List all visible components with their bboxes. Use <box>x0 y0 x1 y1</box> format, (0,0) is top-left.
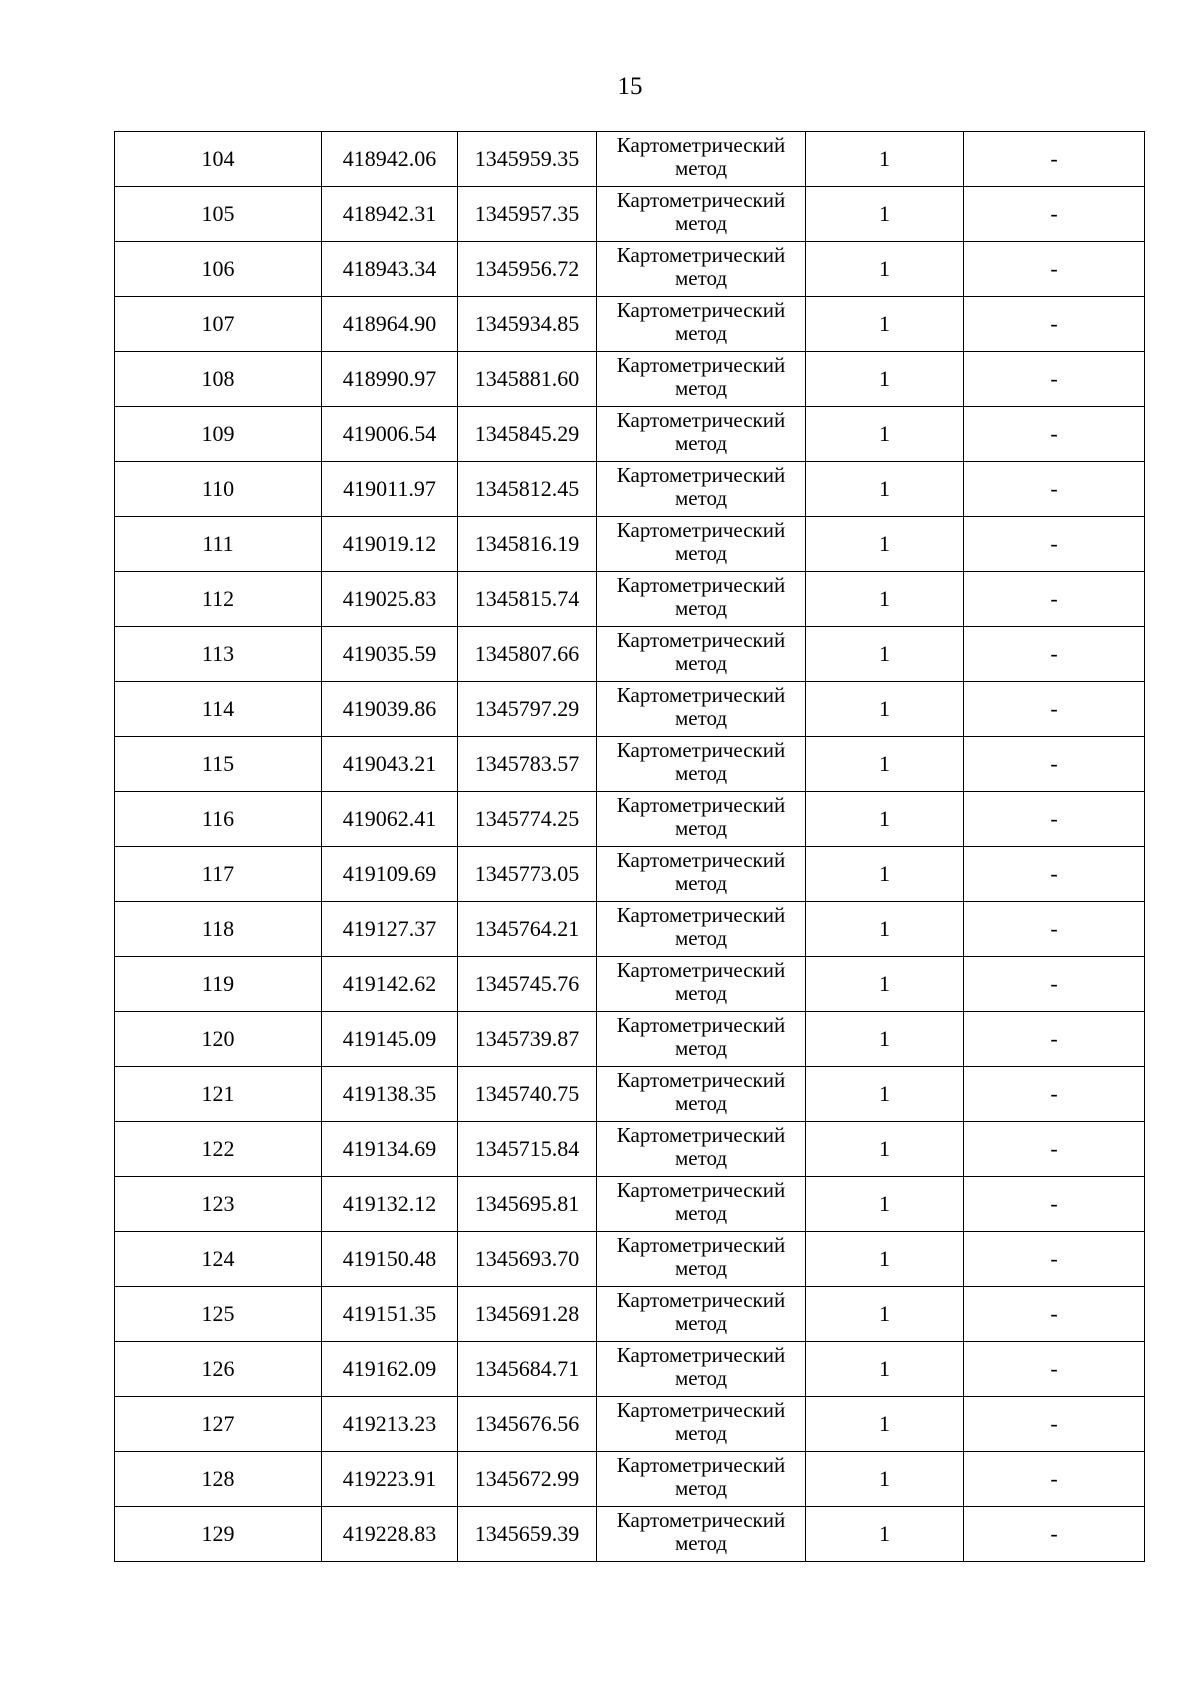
method-line-2: метод <box>674 816 728 840</box>
method-line-2: метод <box>674 1036 728 1060</box>
method-line-2: метод <box>674 431 728 455</box>
table-row <box>115 242 1145 297</box>
point-number-cell: 121 <box>115 1067 322 1122</box>
accuracy-cell: 1 <box>806 737 964 792</box>
method-line-2: метод <box>674 706 728 730</box>
point-number-cell: 113 <box>115 627 322 682</box>
description-cell: - <box>964 352 1145 407</box>
accuracy-cell: 1 <box>806 187 964 242</box>
x-coordinate-cell: 419025.83 <box>322 572 458 627</box>
x-coordinate-cell: 419213.23 <box>322 1397 458 1452</box>
method-line-1: Картометрический <box>616 133 786 157</box>
table-row <box>115 682 1145 737</box>
description-cell: - <box>964 1067 1145 1122</box>
accuracy-cell: 1 <box>806 1452 964 1507</box>
method-line-2: метод <box>674 871 728 895</box>
method-line-1: Картометрический <box>616 463 786 487</box>
method-line-1: Картометрический <box>616 1453 786 1477</box>
method-line-2: метод <box>674 1476 728 1500</box>
accuracy-cell: 1 <box>806 682 964 737</box>
description-cell: - <box>964 1452 1145 1507</box>
method-line-2: метод <box>674 1531 728 1555</box>
x-coordinate-cell: 419162.09 <box>322 1342 458 1397</box>
point-number-cell: 109 <box>115 407 322 462</box>
method-line-1: Картометрический <box>616 298 786 322</box>
point-number-cell: 105 <box>115 187 322 242</box>
x-coordinate-cell: 418942.06 <box>322 132 458 187</box>
method-cell <box>597 1177 806 1232</box>
page-number: 15 <box>617 73 643 100</box>
point-number-cell: 117 <box>115 847 322 902</box>
y-coordinate-cell: 1345659.39 <box>458 1507 597 1562</box>
x-coordinate-cell: 418942.31 <box>322 187 458 242</box>
coordinates-table <box>114 131 1145 1562</box>
method-line-2: метод <box>674 541 728 565</box>
x-coordinate-cell: 419039.86 <box>322 682 458 737</box>
method-line-1: Картометрический <box>616 793 786 817</box>
description-cell: - <box>964 792 1145 847</box>
y-coordinate-cell: 1345740.75 <box>458 1067 597 1122</box>
accuracy-cell: 1 <box>806 1177 964 1232</box>
table-row <box>115 572 1145 627</box>
table-row <box>115 627 1145 682</box>
y-coordinate-cell: 1345773.05 <box>458 847 597 902</box>
method-line-1: Картометрический <box>616 628 786 652</box>
method-line-1: Картометрический <box>616 1288 786 1312</box>
x-coordinate-cell: 419228.83 <box>322 1507 458 1562</box>
x-coordinate-cell: 418943.34 <box>322 242 458 297</box>
accuracy-cell: 1 <box>806 1507 964 1562</box>
table-row <box>115 792 1145 847</box>
point-number-cell: 104 <box>115 132 322 187</box>
accuracy-cell: 1 <box>806 352 964 407</box>
description-cell: - <box>964 627 1145 682</box>
method-line-2: метод <box>674 651 728 675</box>
method-line-2: метод <box>674 596 728 620</box>
x-coordinate-cell: 419127.37 <box>322 902 458 957</box>
table-row <box>115 902 1145 957</box>
table-row <box>115 737 1145 792</box>
method-line-1: Картометрический <box>616 1343 786 1367</box>
method-cell <box>597 572 806 627</box>
accuracy-cell: 1 <box>806 1397 964 1452</box>
accuracy-cell: 1 <box>806 847 964 902</box>
accuracy-cell: 1 <box>806 627 964 682</box>
table-row <box>115 462 1145 517</box>
accuracy-cell: 1 <box>806 462 964 517</box>
method-line-1: Картометрический <box>616 1123 786 1147</box>
x-coordinate-cell: 419145.09 <box>322 1012 458 1067</box>
method-line-2: метод <box>674 1421 728 1445</box>
x-coordinate-cell: 419062.41 <box>322 792 458 847</box>
description-cell: - <box>964 902 1145 957</box>
x-coordinate-cell: 419150.48 <box>322 1232 458 1287</box>
point-number-cell: 119 <box>115 957 322 1012</box>
method-line-2: метод <box>674 266 728 290</box>
point-number-cell: 110 <box>115 462 322 517</box>
x-coordinate-cell: 419019.12 <box>322 517 458 572</box>
y-coordinate-cell: 1345684.71 <box>458 1342 597 1397</box>
point-number-cell: 123 <box>115 1177 322 1232</box>
x-coordinate-cell: 418990.97 <box>322 352 458 407</box>
method-cell <box>597 1232 806 1287</box>
y-coordinate-cell: 1345739.87 <box>458 1012 597 1067</box>
description-cell: - <box>964 1177 1145 1232</box>
method-cell <box>597 242 806 297</box>
method-line-2: метод <box>674 1311 728 1335</box>
point-number-cell: 111 <box>115 517 322 572</box>
table-row <box>115 132 1145 187</box>
table-row <box>115 1287 1145 1342</box>
y-coordinate-cell: 1345845.29 <box>458 407 597 462</box>
point-number-cell: 122 <box>115 1122 322 1177</box>
method-line-2: метод <box>674 1091 728 1115</box>
description-cell: - <box>964 517 1145 572</box>
method-line-1: Картометрический <box>616 958 786 982</box>
method-cell <box>597 1397 806 1452</box>
method-line-2: метод <box>674 1201 728 1225</box>
accuracy-cell: 1 <box>806 792 964 847</box>
description-cell: - <box>964 297 1145 352</box>
point-number-cell: 118 <box>115 902 322 957</box>
description-cell: - <box>964 1232 1145 1287</box>
point-number-cell: 108 <box>115 352 322 407</box>
method-cell <box>597 737 806 792</box>
method-cell <box>597 902 806 957</box>
description-cell: - <box>964 1342 1145 1397</box>
method-line-1: Картометрический <box>616 1398 786 1422</box>
point-number-cell: 120 <box>115 1012 322 1067</box>
point-number-cell: 129 <box>115 1507 322 1562</box>
method-cell <box>597 1012 806 1067</box>
table-row <box>115 1232 1145 1287</box>
description-cell: - <box>964 462 1145 517</box>
table-row <box>115 1012 1145 1067</box>
method-line-2: метод <box>674 156 728 180</box>
y-coordinate-cell: 1345774.25 <box>458 792 597 847</box>
table-row <box>115 1177 1145 1232</box>
table-row <box>115 352 1145 407</box>
accuracy-cell: 1 <box>806 902 964 957</box>
method-line-2: метод <box>674 211 728 235</box>
method-line-1: Картометрический <box>616 683 786 707</box>
method-cell <box>597 682 806 737</box>
method-line-1: Картометрический <box>616 353 786 377</box>
method-cell <box>597 462 806 517</box>
method-line-2: метод <box>674 1366 728 1390</box>
table-row <box>115 187 1145 242</box>
table-row <box>115 297 1145 352</box>
x-coordinate-cell: 419223.91 <box>322 1452 458 1507</box>
method-line-1: Картометрический <box>616 573 786 597</box>
method-cell <box>597 517 806 572</box>
description-cell: - <box>964 1122 1145 1177</box>
y-coordinate-cell: 1345957.35 <box>458 187 597 242</box>
point-number-cell: 112 <box>115 572 322 627</box>
point-number-cell: 115 <box>115 737 322 792</box>
method-line-1: Картометрический <box>616 1068 786 1092</box>
y-coordinate-cell: 1345797.29 <box>458 682 597 737</box>
method-cell <box>597 297 806 352</box>
x-coordinate-cell: 419134.69 <box>322 1122 458 1177</box>
accuracy-cell: 1 <box>806 1012 964 1067</box>
method-line-1: Картометрический <box>616 848 786 872</box>
description-cell: - <box>964 1397 1145 1452</box>
accuracy-cell: 1 <box>806 1232 964 1287</box>
accuracy-cell: 1 <box>806 957 964 1012</box>
y-coordinate-cell: 1345715.84 <box>458 1122 597 1177</box>
method-cell <box>597 1507 806 1562</box>
x-coordinate-cell: 419011.97 <box>322 462 458 517</box>
x-coordinate-cell: 419142.62 <box>322 957 458 1012</box>
method-cell <box>597 187 806 242</box>
method-line-1: Картометрический <box>616 1178 786 1202</box>
method-cell <box>597 1452 806 1507</box>
y-coordinate-cell: 1345764.21 <box>458 902 597 957</box>
method-line-2: метод <box>674 981 728 1005</box>
method-line-2: метод <box>674 376 728 400</box>
method-line-2: метод <box>674 1256 728 1280</box>
x-coordinate-cell: 419132.12 <box>322 1177 458 1232</box>
y-coordinate-cell: 1345807.66 <box>458 627 597 682</box>
y-coordinate-cell: 1345676.56 <box>458 1397 597 1452</box>
description-cell: - <box>964 847 1145 902</box>
accuracy-cell: 1 <box>806 517 964 572</box>
y-coordinate-cell: 1345693.70 <box>458 1232 597 1287</box>
method-cell <box>597 792 806 847</box>
description-cell: - <box>964 572 1145 627</box>
y-coordinate-cell: 1345745.76 <box>458 957 597 1012</box>
method-line-1: Картометрический <box>616 188 786 212</box>
y-coordinate-cell: 1345959.35 <box>458 132 597 187</box>
method-line-1: Картометрический <box>616 903 786 927</box>
method-cell <box>597 1122 806 1177</box>
description-cell: - <box>964 682 1145 737</box>
method-cell <box>597 1287 806 1342</box>
method-cell <box>597 407 806 462</box>
table-row <box>115 847 1145 902</box>
method-cell <box>597 1342 806 1397</box>
y-coordinate-cell: 1345934.85 <box>458 297 597 352</box>
method-line-2: метод <box>674 1146 728 1170</box>
x-coordinate-cell: 419109.69 <box>322 847 458 902</box>
accuracy-cell: 1 <box>806 242 964 297</box>
description-cell: - <box>964 1507 1145 1562</box>
x-coordinate-cell: 419006.54 <box>322 407 458 462</box>
point-number-cell: 124 <box>115 1232 322 1287</box>
y-coordinate-cell: 1345956.72 <box>458 242 597 297</box>
point-number-cell: 126 <box>115 1342 322 1397</box>
table-row <box>115 1452 1145 1507</box>
description-cell: - <box>964 132 1145 187</box>
method-line-1: Картометрический <box>616 518 786 542</box>
point-number-cell: 106 <box>115 242 322 297</box>
point-number-cell: 116 <box>115 792 322 847</box>
y-coordinate-cell: 1345695.81 <box>458 1177 597 1232</box>
x-coordinate-cell: 419138.35 <box>322 1067 458 1122</box>
y-coordinate-cell: 1345783.57 <box>458 737 597 792</box>
method-line-1: Картометрический <box>616 738 786 762</box>
y-coordinate-cell: 1345816.19 <box>458 517 597 572</box>
description-cell: - <box>964 737 1145 792</box>
method-cell <box>597 627 806 682</box>
accuracy-cell: 1 <box>806 407 964 462</box>
table-row <box>115 1342 1145 1397</box>
y-coordinate-cell: 1345672.99 <box>458 1452 597 1507</box>
description-cell: - <box>964 242 1145 297</box>
x-coordinate-cell: 419035.59 <box>322 627 458 682</box>
method-cell <box>597 957 806 1012</box>
method-cell <box>597 1067 806 1122</box>
accuracy-cell: 1 <box>806 1122 964 1177</box>
method-line-2: метод <box>674 486 728 510</box>
y-coordinate-cell: 1345881.60 <box>458 352 597 407</box>
method-line-1: Картометрический <box>616 243 786 267</box>
description-cell: - <box>964 1012 1145 1067</box>
y-coordinate-cell: 1345812.45 <box>458 462 597 517</box>
point-number-cell: 127 <box>115 1397 322 1452</box>
description-cell: - <box>964 1287 1145 1342</box>
y-coordinate-cell: 1345815.74 <box>458 572 597 627</box>
accuracy-cell: 1 <box>806 572 964 627</box>
accuracy-cell: 1 <box>806 132 964 187</box>
method-line-1: Картометрический <box>616 408 786 432</box>
point-number-cell: 128 <box>115 1452 322 1507</box>
point-number-cell: 107 <box>115 297 322 352</box>
point-number-cell: 125 <box>115 1287 322 1342</box>
point-number-cell: 114 <box>115 682 322 737</box>
accuracy-cell: 1 <box>806 297 964 352</box>
method-cell <box>597 132 806 187</box>
method-line-1: Картометрический <box>616 1013 786 1037</box>
description-cell: - <box>964 957 1145 1012</box>
method-line-1: Картометрический <box>616 1233 786 1257</box>
table-row <box>115 1397 1145 1452</box>
accuracy-cell: 1 <box>806 1067 964 1122</box>
accuracy-cell: 1 <box>806 1287 964 1342</box>
accuracy-cell: 1 <box>806 1342 964 1397</box>
table-row <box>115 1067 1145 1122</box>
y-coordinate-cell: 1345691.28 <box>458 1287 597 1342</box>
x-coordinate-cell: 418964.90 <box>322 297 458 352</box>
description-cell: - <box>964 187 1145 242</box>
method-cell <box>597 352 806 407</box>
method-cell <box>597 847 806 902</box>
method-line-2: метод <box>674 321 728 345</box>
description-cell: - <box>964 407 1145 462</box>
table-row <box>115 517 1145 572</box>
method-line-2: метод <box>674 761 728 785</box>
method-line-2: метод <box>674 926 728 950</box>
coordinates-table-body <box>115 132 1145 1562</box>
table-row <box>115 407 1145 462</box>
x-coordinate-cell: 419043.21 <box>322 737 458 792</box>
method-line-1: Картометрический <box>616 1508 786 1532</box>
x-coordinate-cell: 419151.35 <box>322 1287 458 1342</box>
table-row <box>115 1122 1145 1177</box>
table-row <box>115 1507 1145 1562</box>
table-row <box>115 957 1145 1012</box>
